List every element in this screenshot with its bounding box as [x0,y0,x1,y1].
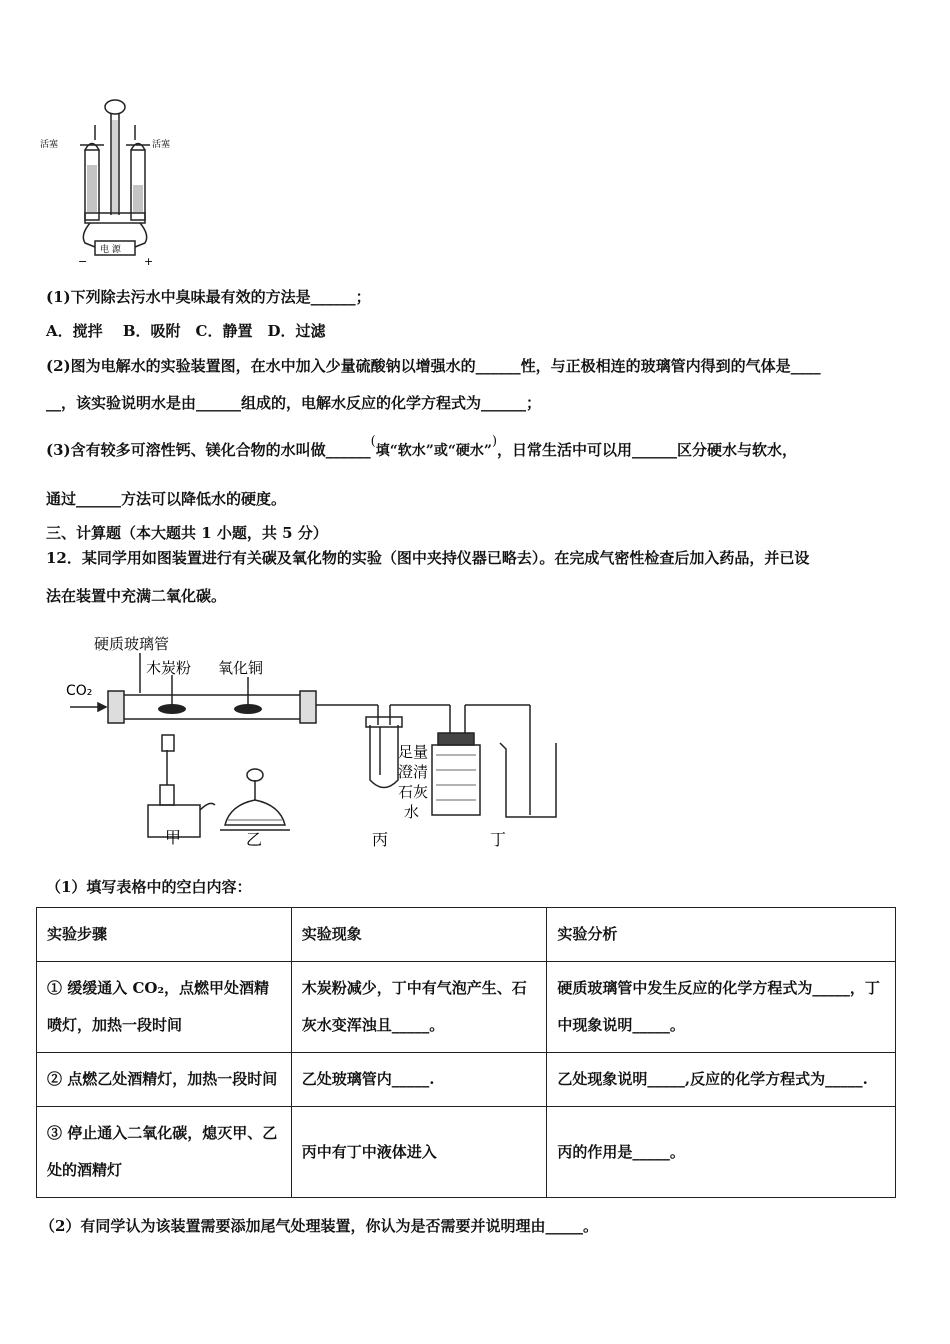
stopcock-label-left: 活塞 [40,140,59,150]
table-cell: 乙处玻璃管内_____. [291,1053,547,1107]
q1-question: (1)下列除去污水中臭味最有效的方法是______； [46,288,371,306]
experiment-table [36,907,896,1198]
table-intro: （1）填写表格中的空白内容： [46,878,252,896]
label-yi: 乙 [246,830,263,849]
final-question: （2）有同学认为该装置需要添加尾气处理装置，你认为是否需要并说明理由_____。 [40,1217,598,1235]
table-row [37,1053,896,1107]
q12-line1: 12．某同学用如图装置进行有关碳及氧化物的实验（图中夹持仪器已略去）。在完成气密性检查后加入药品，并已设 [46,549,810,567]
table-cell: ③ 停止通入二氧化碳，熄灭甲、乙处的酒精灯 [37,1107,292,1198]
stopcock-label-right: 活塞 [152,140,171,150]
q3-part-b: 填“软水”或“硬水” [375,443,492,459]
q3-part-a: (3)含有较多可溶性钙、镁化合物的水叫做______ [46,441,371,459]
copper-oxide-label: 氧化铜 [218,659,264,677]
table-cell: 木炭粉减少，丁中有气泡产生、石灰水变浑浊且_____。 [291,962,547,1053]
q1-options: A．搅拌 B．吸附 C．静置 D．过滤 [46,322,326,340]
q3-paren-open: ( [370,434,376,449]
carbon-oxide-apparatus-figure [60,625,560,855]
limewater-label-2: 澄清 [398,763,429,781]
table-cell: ② 点燃乙处酒精灯，加热一段时间 [37,1053,292,1107]
q3-line2: 通过______方法可以降低水的硬度。 [46,490,287,508]
co2-inlet-label: CO₂ [66,683,93,699]
limewater-label-1: 足量 [398,743,429,761]
table-cell: 丙的作用是_____。 [547,1107,896,1198]
table-cell: ① 缓缓通入 CO₂，点燃甲处酒精喷灯，加热一段时间 [37,962,292,1053]
q2-line1: (2)图为电解水的实验装置图，在水中加入少量硫酸钠以增强水的______性，与正极相连的玻璃管内得到的气体是____ [46,357,821,375]
electrolysis-apparatus-figure [40,95,190,270]
table-cell: 硬质玻璃管中发生反应的化学方程式为_____，丁中现象说明_____。 [547,962,896,1053]
table-header-cell: 实验步骤 [37,908,292,962]
table-header-cell: 实验分析 [547,908,896,962]
label-jia: 甲 [165,828,182,847]
q3-part-c: ，日常生活中可以用______区分硬水与软水， [497,441,798,459]
table-row [37,1107,896,1198]
label-bing: 丙 [372,830,389,849]
table-header-cell: 实验现象 [291,908,547,962]
limewater-label-4: 水 [404,803,420,821]
positive-terminal: + [144,255,154,268]
hard-glass-tube-label: 硬质玻璃管 [94,635,170,653]
power-supply-label: 电 源 [100,245,121,255]
q2-line2: __，该实验说明水是由______组成的，电解水反应的化学方程式为______； [46,394,542,412]
negative-terminal: − [78,255,88,268]
table-row [37,962,896,1053]
table-cell: 丙中有丁中液体进入 [291,1107,547,1198]
section-heading: 三、计算题（本大题共 1 小题，共 5 分） [46,524,328,542]
limewater-label-3: 石灰 [398,783,429,801]
q12-line2: 法在装置中充满二氧化碳。 [46,587,227,605]
q3-paren-close: ) [491,434,498,449]
label-ding: 丁 [490,830,507,849]
table-header-row [37,908,896,962]
charcoal-powder-label: 木炭粉 [146,659,192,677]
q3-line1 [46,434,798,460]
table-cell: 乙处现象说明_____,反应的化学方程式为_____. [547,1053,896,1107]
